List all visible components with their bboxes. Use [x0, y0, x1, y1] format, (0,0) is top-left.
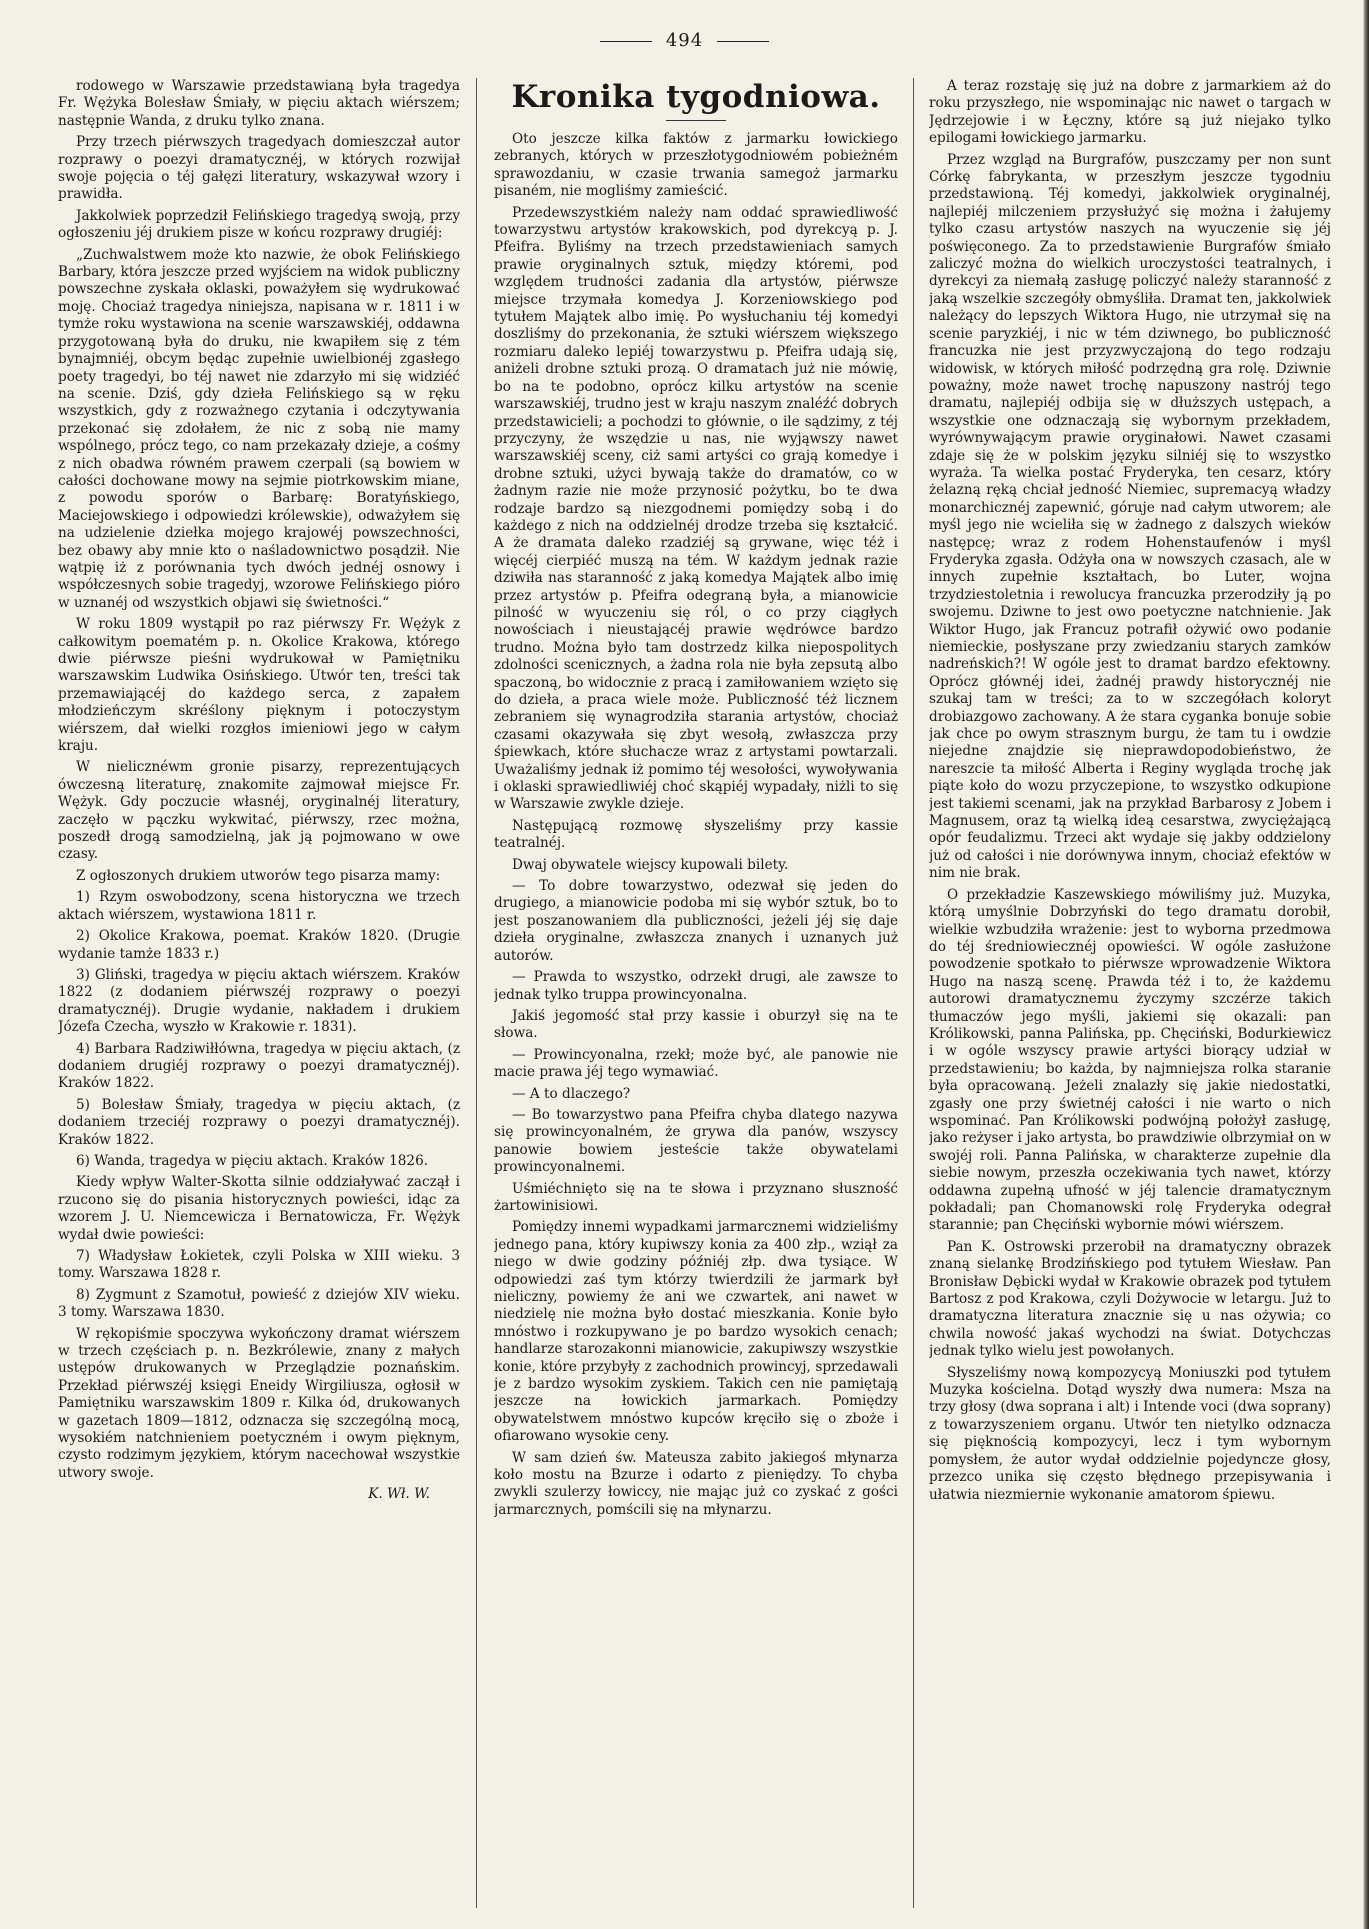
section-heading: Kronika tygodniowa.: [511, 79, 881, 115]
column-divider: [476, 78, 477, 1908]
list-item: 2) Okolice Krakowa, poemat. Kraków 1820. (Drugie wydanie tamże 1833 r.): [58, 928, 460, 962]
paragraph: W sam dzień św. Mateusza zabito jakiegoś młynarza koło mostu na Bzurze i odarto z pieniędzy. To chyba zwykli szulerzy łowiccy, nie mając już co zyskać z gości jarmarcznych, pomścili się na młynarzu.: [494, 1449, 898, 1518]
list-item: 6) Wanda, tragedya w pięciu aktach. Kraków 1826.: [76, 1152, 429, 1169]
list-item: 1) Rzym oswobodzony, scena historyczna we trzech aktach wiérszem, wystawiona 1811 r.: [58, 889, 460, 923]
paragraph: Jakiś jegomość stał przy kassie i oburzył się na te słowa.: [494, 1007, 898, 1042]
paragraph: Oto jeszcze kilka faktów z jarmarku łowickiego zebranych, których w przeszłotygodniowém pobieżném sprawozdaniu, w czasie trwania samegoż jarmarku pisaném, nie mogliśmy zamieścić.: [494, 131, 898, 200]
author-signature: K. Wł. W.: [368, 1486, 430, 1503]
page-number: 494: [665, 30, 704, 51]
paragraph: Uśmiéchnięto się na te słowa i przyznano słuszność żartowinisiowi.: [494, 1180, 898, 1214]
paragraph: Dwaj obywatele wiejscy kupowali bilety.: [512, 856, 789, 873]
list-item: 8) Zygmunt z Szamotuł, powieść z dziejów XIV wieku. 3 tomy. Warszawa 1830.: [58, 1286, 460, 1321]
paragraph: Przez wzgląd na Burgrafów, puszczamy per non sunt Córkę fabrykanta, w przeszłym jeszcze tygodniu przedstawioną. Téj komedyi, jakkolwiek oryginalnéj, najlepiéj milczeniem przysłużyć się można i żałujemy tylko czasu artystów naszych na wyuczenie się jéj poświęconego. Za to przedstawienie Burgrafów śmiało zaliczyć można do wielkich uroczystości teatralnych, i dyrekcyi za niemałą zasługę policzyć należy staranność z jaką wszelkie szczegóły obmyśliła. Dramat ten, jakkolwiek należący do lepszych Wiktora Hugo, nie utrzymał się na scenie paryzkiéj, i nic w tém dziwnego, bo publiczność francuzka nie jest przyzwyczajoną do tego rodzaju widowisk, w których miłość podrzędną gra rolę. Dziwnie poważny, może nawet trochę napuszony nastrój tego dramatu, najlepiéj odbija się w dłuższych ustępach, a wszystkie one odznaczają się wybornym przekładem, wyrównywającym prawie oryginałowi. Nawet czasami zdaje się że w polskim języku silniéj się to wszystko wyraża. Ta wielka postać Fryderyka, ten cesarz, który żelazną ręką chciał jedność Niemiec, supremacyą władzy monarchicznéj zapewnić, góruje nad całym utworem; ale myśl jego nie wcieliła się w żadnego z dalszych wieków następcę; wraz z rodem Hohenstaufenów i myśl Fryderyka zgasła. Odżyła ona w nowszych czasach, ale w innych zupełnie kształtach, bo Luter, wojna trzydziestoletnia i rewolucya francuzka przerodziły ją po swojemu. Dziwne to jest owo poetyczne natchnienie. Jak Wiktor Hugo, jak Francuz potrafił ożywić owo podanie niemieckie, posłyszane przy zwiedzaniu starych zamków nadreńskich?! W ogóle jest to dramat bardzo efektowny. Oprócz głównéj idei, żadnéj prawdy historycznéj nie szukaj tam w treści; za to w szczegółach koloryt drobiazgowo zachowany. A że stara cyganka bonuje sobie jak chce po owym strasznym burgu, że tam tu i owdzie niejedne znajdzie się nieprawdopodobieństwo, że nareszcie ta miłość Alberta i Reginy wygląda trochę jak piąte koło do wozu przyczepione, to wszystko odkupione jest takiemi scenami, jak na przykład Barbarosy z Jobem i Magnusem, oraz tą wielką ideą cesarstwa, zwyciężającą opór feudalizmu. Trzeci akt wydaje się jakby oddzielony już od całości i nie dorównywa innym, chociaż efektów w nim nie brak.: [929, 151, 1331, 882]
page-binding-edge: [1363, 0, 1369, 1929]
dialogue-line: — Prowincyonalna, rzekł; może być, ale panowie nie macie prawa jéj tego wymawiać.: [494, 1046, 898, 1081]
heading-rule: [666, 120, 726, 121]
folio-dash-left: [600, 41, 652, 42]
paragraph: Kiedy wpływ Walter-Skotta silnie oddziaływać zaczął i rzucono się do pisania historycznych powieści, idąc za wzorem J. U. Niemcewicza i Bernatowicza, Fr. Wężyk wydał dwie powieści:: [58, 1174, 460, 1243]
paragraph: Jakkolwiek poprzedził Felińskiego tragedyą swoją, przy ogłoszeniu jéj drukiem pisze w końcu rozprawy drugiéj:: [58, 207, 460, 242]
column-left: [58, 78, 460, 1908]
column-middle: [494, 78, 898, 1908]
list-item: 4) Barbara Radziwiłłówna, tragedya w pięciu aktach, (z dodaniem drugiéj rozprawy o poezyi dramatycznéj). Kraków 1822.: [58, 1040, 460, 1092]
column-right: [929, 78, 1331, 1908]
paragraph: Następującą rozmowę słyszeliśmy przy kassie teatralnéj.: [494, 817, 898, 852]
dialogue-line: — Prawda to wszystko, odrzekł drugi, ale zawsze to jednak tylko truppa prowincyonalna.: [494, 969, 898, 1003]
folio-dash-right: [717, 41, 769, 42]
list-item: 3) Gliński, tragedya w pięciu aktach wiérszem. Kraków 1822 (z dodaniem piérwszéj rozprawy o poezyi dramatycznéj). Drugie wydanie, nakładem i drukiem Józefa Czecha, wyszło w Krakowie r. 1831).: [58, 966, 460, 1036]
paragraph: W rękopiśmie spoczywa wykończony dramat wiérszem w trzech częściach p. n. Bezkrólewie, znany z małych ustępów drukowanych w Przeglądzie poznańskim. Przekład piérwszéj księgi Eneidy Wirgiliusza, ogłosił w Pamiętniku warszawskim 1809 r. Kilka ód, drukowanych w gazetach 1809—1812, odznacza się szczególną mocą, wysokiém natchnieniem poetyczném i owym pięknym, czysto rodzimym językiem, którym nacechował wszystkie utwory swoje.: [58, 1325, 460, 1481]
paragraph: Z ogłoszonych drukiem utworów tego pisarza mamy:: [76, 867, 441, 884]
paragraph: Przedewszystkiém należy nam oddać sprawiedliwość towarzystwu artystów krakowskich, pod dyrekcyą p. J. Pfeifra. Byliśmy na trzech przedstawieniach samych prawie oryginalnych sztuk, między któremi, pod względem trudności zadania dla artystów, piérwsze miejsce trzymała komedya J. Korzeniowskiego pod tytułem Majątek albo imię. Po wysłuchaniu téj komedyi doszliśmy do przekonania, że sztuki wiérszem większego rozmiaru daleko lepiéj towarzystwu p. Pfeifra udają się, aniżeli drobne sztuki prozą. O dramatach już nie mówię, bo na te podobno, oprócz kilku artystów na scenie warszawskiéj, trudno jest w kraju naszym znaléźć dobrych przedstawicieli; a pochodzi to głównie, o ile sądzimy, z téj przyczyny, że wszędzie u nas, nie wyjąwszy nawet warszawskiéj sceny, ciż sami artyści co grają komedye i drobne sztuki, użyci bywają także do dramatów, co w żadnym razie nie może przynosić pożytku, bo te dwa rodzaje bardzo są niezgodnemi pomiędzy sobą i do każdego z nich na oddzielnéj drodze trzeba się kształcić. A że dramata daleko rzadziéj są grywane, więc téż i więcéj cierpiéć muszą na tém. W każdym jednak razie dziwiła nas staranność z jaką komedya Majątek albo imię przez artystów p. Pfeifra odegraną była, a mianowicie pilność w wyuczeniu się ról, o co przy ciągłych nowościach i nieustającéj prawie wędrówce bardzo trudno. Można było tam dostrzedz kilka niepospolitych zdolności scenicznych, a żadna rola nie była zepsutą albo spaczoną, bo widocznie z pracą i zamiłowaniem wzięto się do dzieła, a praca wiele może. Publiczność téż licznem zebraniem się wynagrodziła starania artystów, chociaż czasami okazywała się zbyt wesołą, zwłaszcza przy śpiewkach, które słuchacze wraz z artystami powtarzali. Uważaliśmy jednak iż pomimo téj wesołości, wywoływania i oklaski sprawiedliwiéj choć skąpiéj wypadały, niżli to się w Warszawie zwykle dzieje.: [494, 204, 898, 813]
list-item: 7) Władysław Łokietek, czyli Polska w XIII wieku. 3 tomy. Warszawa 1828 r.: [58, 1248, 460, 1282]
paragraph: Pomiędzy innemi wypadkami jarmarcznemi widzieliśmy jednego pana, który kupiwszy konia za 400 złp., wziął za niego w dwie godziny późniéj złp. dwa tysiące. W odpowiedzi zaś tym którzy twierdzili że jarmark był nieliczny, powiemy że ani we czwartek, ani nawet w niedzielę nie można było dostać mieszkania. Konie było mnóstwo i rozkupywano je po bardzo wysokich cenach; handlarze starozakonni mianowicie, zakupiwszy wszystkie konie, które przybyły z zachodnich prowincyj, sprzedawali je z bardzo wysokim zyskiem. Takich cen nie pamiętają jeszcze na łowickich jarmarkach. Pomiędzy obywatelstwem mnóstwo kupców kręciło się o zboże i ofiarowano wysokie ceny.: [494, 1219, 898, 1445]
paragraph: Pan K. Ostrowski przerobił na dramatyczny obrazek znaną sielankę Brodzińskiego pod tytułem Wiesław. Pan Bronisław Dębicki wydał w Krakowie obrazek pod tytułem Bartosz z pod Krakowa, czyli Dożywocie w letargu. Już to dramatyczna literatura znacznie się u nas ożywia; co chwila nowość jakaś wychodzi na świat. Dotychczas jednak tylko wielu jest powołanych.: [929, 1238, 1331, 1360]
paragraph: W roku 1809 wystąpił po raz piérwszy Fr. Wężyk z całkowitym poematém p. n. Okolice Krakowa, którego dwie piérwsze pieśni wydrukował w Pamiętniku warszawskim Ludwika Osińskiego. Utwór ten, treści tak przemawiającéj do każdego serca, z zapałem młodzieńczym skréślony pięknym i potoczystym wiérszem, dał wielki rozgłos imieniowi jego w całym kraju.: [58, 616, 460, 755]
dialogue-line: — Bo towarzystwo pana Pfeifra chyba dlatego nazywa się prowincyonalném, że grywa dla panów, wszyscy panowie bowiem jesteście także obywatelami prowincyonalnemi.: [494, 1106, 898, 1176]
dialogue-line: — A to dlaczego?: [512, 1085, 631, 1102]
quoted-paragraph: „Zuchwalstwem może kto nazwie, że obok Felińskiego Barbary, która jeszcze przed wyjściem na widok publiczny powszechne zyskała oklaski, poważyłem się wydrukować moję. Chociaż tragedya niniejsza, napisana w r. 1811 i w tymże roku wystawiona na scenie warszawskiéj, oddawna przygotowaną była do druku, nie kwapiłem się z tém bynajmniéj, obcym będąc zupełnie uwielbionéj zgasłego poety tragedyi, bo téj nawet nie zdarzyło mi się widziéć na scenie. Dziś, gdy dzieła Felińskiego są w ręku wszystkich, gdy z rozważnego czytania i odczytywania przekonać się zdołałem, że nic z sobą nie mamy wspólnego, prócz tego, co nam przekazały dzieje, a cośmy z nich obadwa równém prawem czerpali (są bowiem w całości dochowane mowy na sejmie piotrkowskim miane, z powodu sporów o Barbarę: Boratyńskiego, Maciejowskiego i odpowiedzi królewskie), odważyłem się na udzielenie dziełka mojego krajowéj powszechności, bez obawy aby mnie kto o naśladownictwo posądził. Nie wątpię iż z porównania tych dwóch jednéj osnowy i współczesnych sobie tragedyj, wzorowe Felińskiego pióro w uznanéj od wszystkich objawi się świetności.“: [58, 246, 460, 611]
dialogue-line: — To dobre towarzystwo, odezwał się jeden do drugiego, a mianowicie podoba mi się wybór sztuk, bo to jest poszanowaniem dla publiczności, jeżeli jéj się daje dzieła oryginalne, zwłaszcza znanych i uznanych już autorów.: [494, 878, 898, 964]
list-item: 5) Bolesław Śmiały, tragedya w pięciu aktach, (z dodaniem trzeciéj rozprawy o poezyi dramatycznéj). Kraków 1822.: [58, 1096, 460, 1148]
paragraph: W nielicznéwm gronie pisarzy, reprezentujących ówczesną literaturę, znakomite zajmował miejsce Fr. Wężyk. Gdy poczucie własnéj, oryginalnéj literatury, zaczęło w pączku wykwitać, piérwszy, rzec można, poszedł drogą samodzielną, jak ją pojmowano w owe czasy.: [58, 759, 460, 863]
column-divider: [913, 78, 914, 1908]
paragraph: O przekładzie Kaszewskiego mówiliśmy już. Muzyka, którą umyślnie Dobrzyński do tego dramatu dorobił, wielkie wzbudziła wrażenie: jest to wyborna przedmowa do téj średniowiecznéj opowieści. W ogóle zasłużone powodzenie spotkało to piérwsze wprowadzenie Wiktora Hugo na naszą scenę. Prawda téż i to, że każdemu autorowi dramatycznemu życzymy szczérze takich tłumaczów jego myśli, jakiemi się okazali: pan Królikowski, panna Palińska, pp. Chęciński, Bodurkiewicz i w ogóle wszyscy prawie artyści biorący udział w przedstawieniu; bo każda, by najmniejsza rolka staranie była opracowaną. Jeżeli znalazły się jakie niedostatki, zgasły one przy świetnéj całości i nie warto o nich wspominać. Pan Królikowski podwójną położył zasługę, jako reżyser i jako artysta, bo prawdziwie olbrzymiał on w swojéj roli. Panna Palińska, w charakterze zupełnie dla siebie nowym, przeszła oczekiwania tych nawet, którzy oddawna zupełną ufność w jéj talencie dramatycznym pokładali; pan Chomanowski rolę Fryderyka odegrał starannie; pan Chęciński wybornie mówi wiérszem.: [929, 886, 1331, 1234]
paragraph: Słyszeliśmy nową kompozycyą Moniuszki pod tytułem Muzyka kościelna. Dotąd wyszły dwa numera: Msza na trzy głosy (dwa soprana i alt) i Intende voci (dwa soprany) z towarzyszeniem organu. Utwór ten nietylko odznacza się pięknością kompozycyi, lecz i tym wybornym pomysłem, że autor wydał oddzielnie pojedyncze głosy, przezco unika się często błędnego przepisywania i ułatwia niezmiernie wykonanie amatorom śpiewu.: [929, 1364, 1331, 1503]
paragraph: rodowego w Warszawie przedstawianą była tragedya Fr. Wężyka Bolesław Śmiały, w pięciu aktach wiérszem; następnie Wanda, z druku tylko znana.: [58, 78, 460, 129]
page-folio: [0, 30, 1369, 51]
paragraph: A teraz rozstaję się już na dobre z jarmarkiem aż do roku przyszłego, nie wspominając nic nawet o targach w Jędrzejowie i w Łęczny, które są już niejako tylko epilogami łowickiego jarmarku.: [929, 78, 1331, 147]
paragraph: Przy trzech piérwszych tragedyach domieszczał autor rozprawy o poezyi dramatycznéj, w których rozwijał swoje pojęcia o téj gałęzi literatury, wskazywał wzory i prawidła.: [58, 134, 460, 203]
